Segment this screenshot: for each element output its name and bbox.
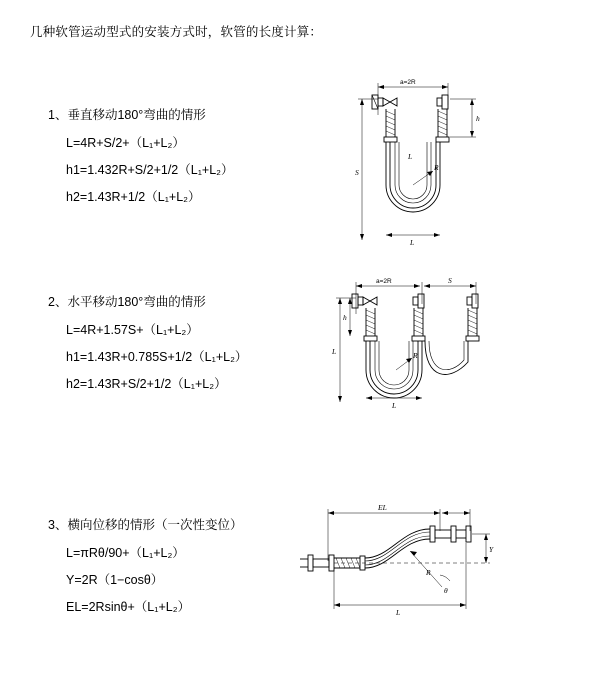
svg-text:Y: Y	[489, 545, 494, 554]
svg-text:a=2R: a=2R	[376, 278, 392, 285]
svg-text:h: h	[476, 114, 480, 123]
svg-text:L: L	[408, 152, 413, 161]
section-3-formula-1: L=πRθ/90+（L₁+L₂）	[66, 546, 185, 560]
svg-text:R: R	[426, 568, 431, 577]
section-1-formula-2: h1=1.432R+S/2+1/2（L₁+L₂）	[66, 163, 234, 177]
horizontal-180-bend-diagram	[300, 270, 510, 440]
svg-text:S: S	[448, 276, 452, 285]
section-3-title: 3、横向位移的情形（一次性变位）	[48, 518, 243, 532]
svg-text:S: S	[355, 168, 359, 177]
svg-text:R: R	[434, 163, 439, 172]
section-2-title: 2、水平移动180°弯曲的情形	[48, 295, 206, 309]
svg-text:L: L	[396, 608, 401, 617]
page-title: 几种软管运动型式的安装方式时，软管的长度计算：	[30, 25, 323, 39]
section-3-formula-3: EL=2Rsinθ+（L₁+L₂）	[66, 600, 191, 614]
section-2-formula-2: h1=1.43R+0.785S+1/2（L₁+L₂）	[66, 350, 248, 364]
svg-text:h: h	[343, 313, 347, 322]
svg-text:EL: EL	[378, 503, 387, 512]
section-1-title: 1、垂直移动180°弯曲的情形	[48, 108, 206, 122]
vertical-180-bend-diagram	[300, 75, 500, 265]
svg-text:R: R	[413, 351, 418, 360]
section-2-text	[48, 292, 308, 401]
section-1-formula-1: L=4R+S/2+（L₁+L₂）	[66, 136, 185, 150]
section-2-formula-3: h2=1.43R+S/2+1/2（L₁+L₂）	[66, 377, 227, 391]
section-3-formula-2: Y=2R（1−cosθ）	[66, 573, 164, 587]
section-2-formula-1: L=4R+1.57S+（L₁+L₂）	[66, 323, 199, 337]
section-3-text	[48, 515, 308, 624]
section-1-formula-3: h2=1.43R+1/2（L₁+L₂）	[66, 190, 201, 204]
svg-text:a=2R: a=2R	[400, 79, 416, 86]
lateral-offset-diagram	[290, 495, 510, 635]
svg-text:L: L	[332, 347, 337, 356]
svg-text:θ: θ	[444, 586, 448, 595]
svg-text:L: L	[392, 401, 397, 410]
section-1-text	[48, 105, 308, 214]
svg-text:L: L	[410, 238, 415, 247]
